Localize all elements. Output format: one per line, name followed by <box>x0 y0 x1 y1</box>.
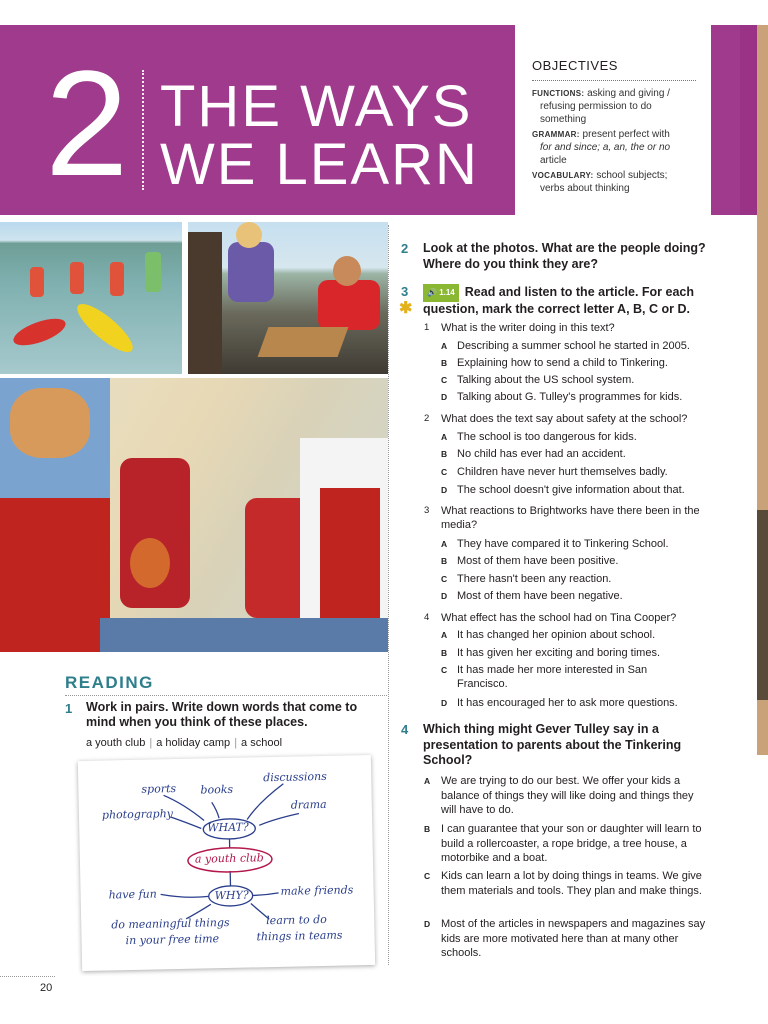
option-text: They have compared it to Tinkering School. <box>457 538 669 550</box>
objective-key: VOCABULARY: <box>532 171 594 180</box>
option-text: Describing a summer school he started in 2005. <box>457 340 690 352</box>
option-text: It has made her more interested in San Francisco. <box>457 664 648 690</box>
option-letter: B <box>424 824 431 834</box>
option-text: Most of them have been negative. <box>457 590 623 602</box>
question-number: 4 <box>401 722 409 737</box>
option-letter: D <box>441 392 448 402</box>
option-letter: D <box>424 919 431 929</box>
reading-heading: READING <box>65 673 154 692</box>
sub-question-number: 1 <box>424 322 430 333</box>
mind-map-word: make friends <box>280 883 354 898</box>
option-letter: B <box>441 648 448 658</box>
objective-text: for and since; a, an, the or no <box>540 142 671 153</box>
page-number-rule <box>0 976 55 977</box>
mind-map-word: books <box>200 782 234 797</box>
objectives-heading: OBJECTIVES <box>532 58 618 73</box>
option-text: The school doesn't give information about that. <box>457 484 685 496</box>
objective-text: article <box>540 155 567 166</box>
mind-map-word: do meaningful things <box>111 915 230 932</box>
sub-question-text: What effect has the school had on Tina Cooper? <box>441 612 677 624</box>
option-letter: D <box>441 591 448 601</box>
mind-map-word: have fun <box>108 887 157 902</box>
option-text: There hasn't been any reaction. <box>457 573 612 585</box>
option-letter: A <box>441 341 448 351</box>
option-letter: A <box>441 539 448 549</box>
objective-text: asking and giving / <box>587 88 670 99</box>
objective-vocabulary <box>532 169 702 195</box>
mind-map-word: drama <box>290 797 327 812</box>
sub-question-text: What does the text say about safety at the school? <box>441 413 688 425</box>
place-item: a school <box>241 737 283 749</box>
option-letter: D <box>441 485 448 495</box>
sub-question-text: What reactions to Brightworks have there been in the media? <box>441 505 700 531</box>
option-text: Talking about the US school system. <box>457 374 635 386</box>
question-number: 1 <box>65 701 73 716</box>
question-text <box>423 284 723 317</box>
option-text: Most of the articles in newspapers and magazines say kids are more motivated here than at many other schools. <box>441 918 706 959</box>
objective-text: refusing permission to do <box>540 101 652 112</box>
option-letter: C <box>441 467 448 477</box>
sub-question-text: What is the writer doing in this text? <box>441 322 615 334</box>
place-item: a youth club <box>86 737 146 749</box>
unit-number: 2 <box>45 39 125 207</box>
option-letter: D <box>441 698 448 708</box>
objective-key: GRAMMAR: <box>532 130 580 139</box>
mind-map <box>78 755 375 971</box>
option-letter: A <box>441 432 448 442</box>
option-text: Most of them have been positive. <box>457 555 619 567</box>
mind-map-word: discussions <box>263 769 327 785</box>
photo-chess <box>188 222 388 374</box>
option-text: No child has ever had an accident. <box>457 448 626 460</box>
reading-divider <box>65 695 387 696</box>
question-3-text: Read and listen to the article. For each question, mark the correct letter A, B, C or D. <box>423 285 694 316</box>
sub-question-number: 3 <box>424 505 430 516</box>
option-text: Children have never hurt themselves badly. <box>457 466 668 478</box>
mind-map-word: photography <box>101 807 174 822</box>
mind-map-word: in your free time <box>125 932 220 948</box>
objective-text: present perfect with <box>582 129 670 140</box>
objective-key: FUNCTIONS: <box>532 89 585 98</box>
question-number: 2 <box>401 241 409 256</box>
unit-banner-edge <box>740 25 757 215</box>
option-letter: C <box>441 375 448 385</box>
objective-text: school subjects; <box>596 170 668 181</box>
option-text: It has changed her opinion about school. <box>457 629 656 641</box>
option-letter: B <box>441 449 448 459</box>
option-text: It has given her exciting and boring times. <box>457 647 661 659</box>
photo-kayaks <box>0 222 182 374</box>
reading-q1-places: a youth club | a holiday camp | a school <box>86 737 283 749</box>
column-divider <box>388 225 389 965</box>
objective-grammar <box>532 128 702 167</box>
objective-text: something <box>540 114 587 125</box>
option-text: Kids can learn a lot by doing things in teams. We give them materials and tools. They plan and make things. <box>441 870 702 897</box>
objectives-divider <box>532 80 696 81</box>
objective-text: verbs about thinking <box>540 183 630 194</box>
objective-functions <box>532 87 702 126</box>
mind-map-why: WHY? <box>214 888 249 903</box>
option-letter: C <box>441 574 448 584</box>
audio-track-number: 1.14 <box>439 288 455 297</box>
option-text: It has encouraged her to ask more questions. <box>457 697 678 709</box>
option-text: Talking about G. Tulley's programmes for kids. <box>457 391 683 403</box>
mind-map-word: things in teams <box>256 928 343 944</box>
sub-question-number: 2 <box>424 413 430 424</box>
mind-map-what: WHAT? <box>207 820 249 835</box>
question-text: Which thing might Gever Tulley say in a presentation to parents about the Tinkering School? <box>423 722 682 767</box>
option-letter: B <box>441 556 448 566</box>
mind-map-word: learn to do <box>266 912 327 928</box>
option-text: I can guarantee that your son or daughter will learn to build a rollercoaster, a rope bridge, a tree house, a motorbike and a boat. <box>441 823 702 864</box>
option-letter: A <box>441 630 448 640</box>
mind-map-word: sports <box>141 782 177 796</box>
option-letter: A <box>424 776 431 786</box>
question-text: Look at the photos. What are the people doing? Where do you think they are? <box>423 241 706 271</box>
mind-map-center: a youth club <box>194 851 264 866</box>
option-letter: B <box>441 358 448 368</box>
question-number: 3 <box>401 284 409 299</box>
page-number: 20 <box>40 982 53 994</box>
option-letter: C <box>424 871 431 881</box>
reading-q1-number <box>65 700 72 718</box>
sub-question-number: 4 <box>424 612 430 623</box>
page-edge-photo-dark <box>757 510 768 700</box>
reading-q1-text: Work in pairs. Write down words that come to mind when you think of these places. <box>86 700 358 729</box>
photo-science-class <box>0 378 388 652</box>
option-text: Explaining how to send a child to Tinkering. <box>457 357 668 369</box>
unit-title-line1: THE WAYS <box>160 74 473 139</box>
place-item: a holiday camp <box>156 737 231 749</box>
audio-track-badge[interactable]: 🔊 1.14 <box>423 284 459 302</box>
unit-divider <box>142 70 144 190</box>
option-text: The school is too dangerous for kids. <box>457 431 637 443</box>
option-text: We are trying to do our best. We offer your kids a balance of things they will like doing and things they will have to do. <box>441 775 694 816</box>
star-icon: ✱ <box>399 300 413 317</box>
option-letter: C <box>441 665 448 675</box>
unit-title-line2: WE LEARN <box>160 132 479 197</box>
